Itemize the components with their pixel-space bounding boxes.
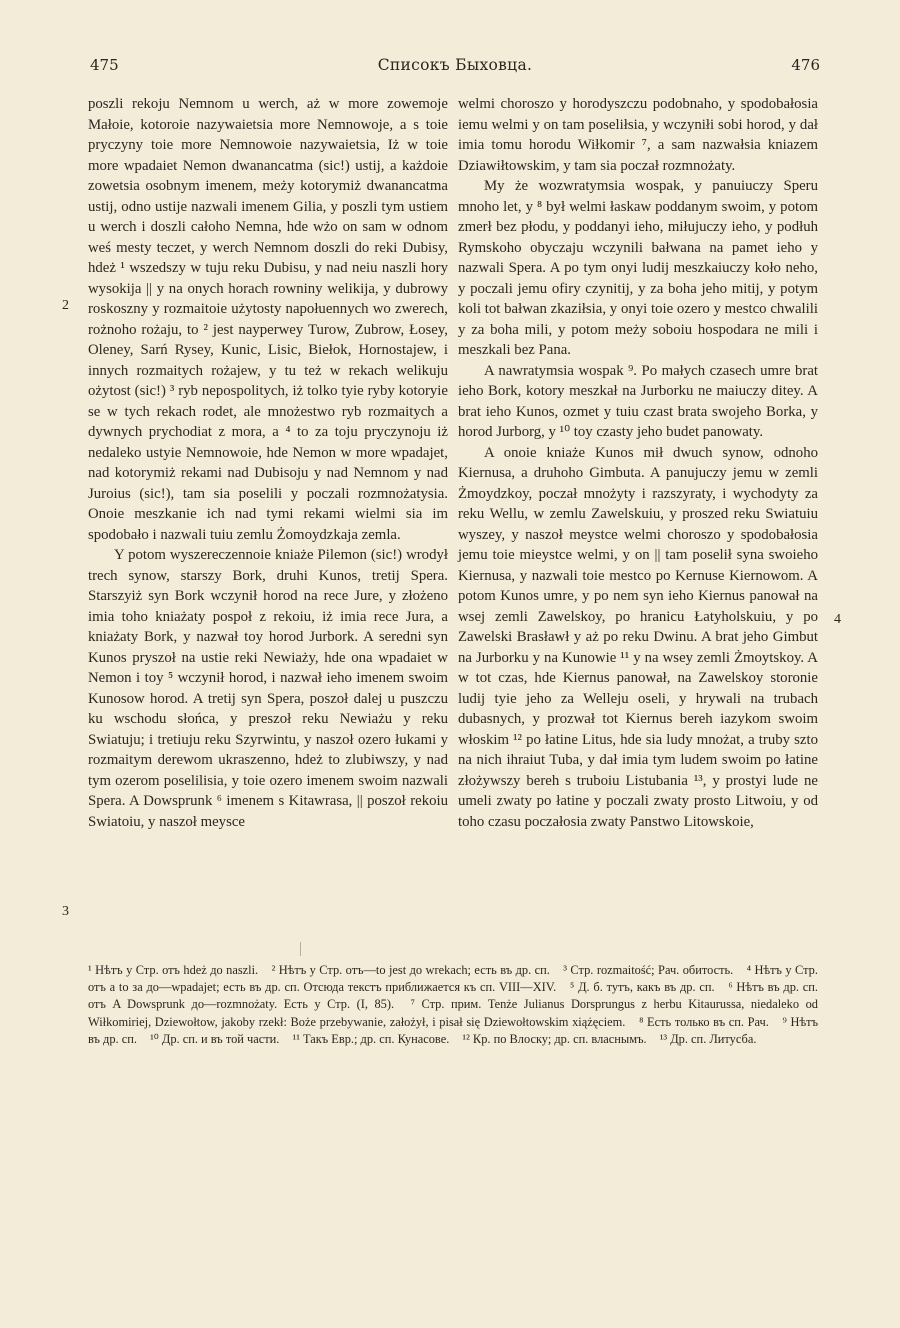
right-paragraph-2: My że wozwratymsia wospak, y panuiuczy Speru mnoho let, y ⁸ był welmi łaskaw poddanym swoim, y potom zmerł bez płodu, y poddanyi ieho, miłujuczy ieho, y podłuh Rymskoho obyczaju wczynili bałwana na pamet ieho y nazwali Spera. A po tym onyi ludij meszkaiuczy koło neho, y poczali jemu ofiry czynitij, y za boha jeho mitij, y potym koli tot bałwan zkaziłsia, y onyi toie ozero y mestco chwalili y za boha mili, y potom meży soboiu hospodara ne mili i meszkali bez Pana. — [458, 178, 818, 358]
footnote: ⁵ Д. б. тутъ, какъ въ др. сп. — [570, 980, 715, 995]
page-number-right: 476 — [791, 56, 820, 74]
footnote: ⁹ Нѣтъ въ др. сп. — [88, 1014, 818, 1046]
footnote: ³ Стр. rozmaitość; Рач. обитость. — [563, 963, 734, 977]
left-column — [88, 94, 448, 832]
footnote: ¹⁰ Др. сп. и въ той части. — [150, 1031, 280, 1046]
margin-marker-4: 4 — [834, 612, 841, 627]
footnote: ⁸ Есть только въ сп. Рач. — [639, 1014, 769, 1029]
margin-marker-2: 2 — [62, 298, 69, 313]
footnote: ⁶ Нѣтъ въ др. сп. отъ A Dowsprunk до—rozmnożaty. Есть у Стр. (I, 85). — [88, 980, 818, 1012]
page-number-left: 475 — [90, 56, 119, 74]
footnote: ¹² Кр. по Влоску; др. сп. власнымъ. — [462, 1031, 647, 1046]
left-paragraph-2: Y potom wyszereczennoie kniaże Pilemon (sic!) wrodył trech synow, starszy Bork, druhi Kunos, tretij Spera. Starszyiż syn Bork wczynił horod na rece Jure, y złożeno imia toho kniażaty pospoł z rekoiu, iż imia rece Jura, a kniażaty Bork, y nazwał toy horod Jurbork. A seredni syn Kunos pryszoł na ustie reki Newiaży, hde ona wpadaiet w Nemon i toy ⁵ wczynił horod, i nazwał ieho imenem swoim Kunosow horod. A tretij syn Spera, poszoł dalej u puszczu ku wschodu słońca, y preszoł reku Newiażu y reku Swiatuju; i tretiuju reku Szyrwintu, y naszoł ozero łukami y rozmaitym derewom ukraszenno, hdeż to zlubiwszy, y nad tym ozerom poselilisia, y toie ozero imenem swoim nazwali Spera. A Dowsprunk ⁶ imenem s Kitawrasa, || poszoł rekoiu Swiatoiu, y naszoł meysce — [88, 547, 448, 830]
footnote: ⁴ Нѣтъ у Стр. отъ a to за до—wpadajet; есть въ др. сп. Отсюда текстъ приближается къ сп. VIII—XIV. — [88, 963, 818, 995]
footnote: ² Нѣтъ у Стр. отъ—to jest до wrekach; есть въ др. сп. — [271, 963, 550, 977]
footnote: ¹¹ Такъ Евр.; др. сп. Кунасове. — [292, 1031, 450, 1046]
right-paragraph-3: A nawratymsia wospak ⁹. Po małych czasech umre brat ieho Bork, kotory meszkał na Jurborku ne maiuczy ditey. A brat ieho Kunos, ozmet y tuiu czast brata swojeho Borka, y horod Jurborg, y ¹⁰ toy czasty jeho budet panowaty. — [458, 362, 818, 440]
right-column — [458, 94, 818, 832]
right-paragraph-1: welmi choroszo y horodyszczu podobnaho, y spodobałosia iemu welmi y on tam poseliłsia, y wczyniłi sobi horod, y dał imia tomu horodu Wiłkomir ⁷, a sam nazwałsia kniazem Dziawiłtowskim, y tam sia poczał rozmnożaty. — [458, 96, 818, 174]
running-title: Списокъ Быховца. — [377, 56, 533, 74]
footnote: ⁷ Стр. прим. Tenże Julianus Dorsprungus z herbu Kitaurussa, niedaleko od Wiłkomiriej, Dziewołtow, jakoby rzekł: Boże przebywanie, założył, i pisał się Dziewołtowskim xiążęciem. — [88, 997, 818, 1029]
page-header — [90, 56, 820, 80]
left-paragraph-1: poszli rekoju Nemnom u werch, aż w more zowemoje Małoie, kotoroie nazywaietsia more Nemnowoje, a s toie pryczyny toie more Nemnowoie nazywaietsia, Iż w toie more wpadaiet Nemon dwanancatma (sic!) ustij, a każdoie zowetsia osobnym imenem, meży kotorymiż dwanancatma ustij, odno ustije nazwali imenem Gilia, y poszli tym ustiem u werch i doszli całoho Nemna, hde wżo on sam w odnom weś mesty teczet, y werch Nemnom doszli do reki Dubisy, hdeż ¹ wszedszy w tuju reku Dubisu, y nad neiu naszli hory wysokija || y na onych horach rowniny welikija, y dubrowy roskoszny y rozmaitoie użytosty napołuennych wo zwerech, rożnoho rożaju, to ² jest nayperwey Turow, Zubrow, Łosey, Oleney, Sarń Rysey, Kunic, Lisic, Biełok, Hornostajew, i innych rozmaitych rożajew, y tu też w rekach welikuju ożytost (sic!) ³ ryb nepospolitych, iż tolko tyie ryby kotoryie se w tych rekach rodet, ale mnożestwo ryb rozmaitych a dywnych prychodiat z mora, a ⁴ to za toju pryczynoju iż nedaleko ustyie Nemnowoie, hde Nemon w more wpadajet, nad kotorymiż rekami nad Dubisoju y nad Nemnom y nad Juroius (sic!), tam sia poselili y poczali rozmnożatysia. Onoie meszkanie ich nad tymi rekami wielmi sia im spodobało i nazwali tuiu zemlu Żomoydzkaja zemla. — [88, 96, 448, 543]
footnote: ¹³ Др. сп. Литусба. — [659, 1031, 757, 1046]
margin-marker-3: 3 — [62, 904, 69, 919]
column-divider — [300, 942, 301, 956]
footnotes — [88, 962, 818, 1048]
right-paragraph-4: A onoie kniaże Kunos mił dwuch synow, odnoho Kiernusa, a druhoho Gimbuta. A panujuczy jemu w zemli Żmoydzkoy, poczał mnożyty i razszyraty, i wychodyty za reku Wellu, w zemlu Zawelskuiu, y proszed reku Swiatuiu wyszey, y naszoł meystce welmi choroszo y spodobałosia jemu toie mieystce welmi, y on || tam poselił syna swoieho Kiernusa, y nazwali toie mestco po Kernuse Kiernowom. A potom Kunos umre, y po nem syn ieho Kiernus panował na wsej zemli Zawelskoy, po hranicu Łatyholskuiu, y po Zawelski Brasławł y aż po reku Dwinu. A brat jeho Gimbut na Jurborku y na Kunowie ¹¹ y na wsey zemli Żmoytskoy. A w tot czas, hde Kiernus panował, na Zawelskoy storonie ludij tyie jeho za Welleju oseli, y hrywali na trubach dubasnych, y prozwał tot Kiernus bereh iazykom swoim włoskim ¹² po łatine Litus, hde sia ludy mnożat, a truby szto na nich ihraiut Tuba, y dał imia tym ludem swoim po łatine złożywszy bereh s truboiu Listubania ¹³, y prostyi lude ne umeli zwaty po łatine y poczali zwaty prosto Litwoiu, y od toho czasu poczałosia zwaty Panstwo Litowskoie, — [458, 444, 818, 830]
footnote: ¹ Нѣтъ у Стр. отъ hdeż до naszli. — [88, 963, 259, 977]
